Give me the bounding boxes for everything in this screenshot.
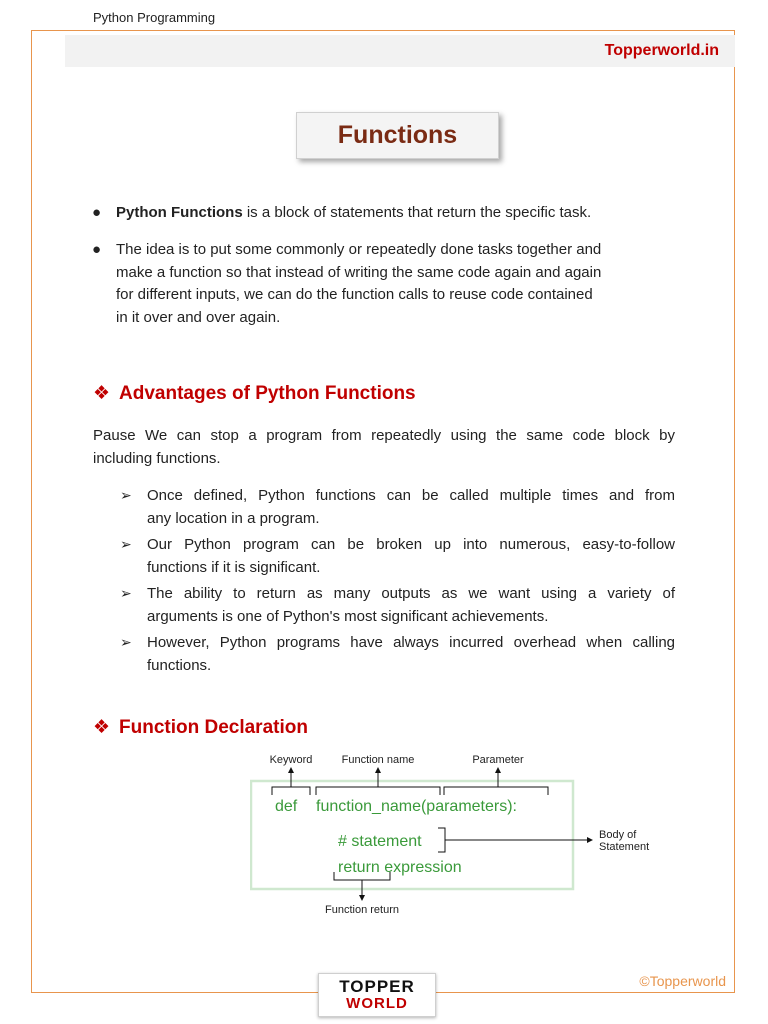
advantage-item-line: any location in a program.	[147, 509, 320, 527]
running-title: Python Programming	[93, 10, 216, 25]
bullet-icon: ●	[92, 204, 102, 221]
function-declaration-diagram	[250, 750, 670, 920]
intro-bullet-1	[116, 202, 591, 225]
advantage-item-line: The ability to return as many outputs as we want using a variety of	[147, 585, 675, 602]
body-label-line2: Statement	[599, 841, 650, 853]
intro-bullet-2-line: make a function so that instead of writing the same code again and again	[116, 263, 602, 281]
advantages-lead-line: Pause We can stop a program from repeatedly using the same code block by	[93, 427, 675, 444]
code-return: return expression	[338, 859, 462, 876]
footer-copyright: ©Topperworld	[639, 973, 726, 989]
function-name-label: Function name	[341, 754, 415, 766]
keyword-bracket	[272, 787, 310, 795]
site-bar	[65, 35, 735, 67]
intro-bullet-2	[116, 239, 666, 329]
code-def: def	[275, 798, 298, 815]
advantages-lead-line: including functions.	[93, 449, 221, 467]
site-name: Topperworld.in	[604, 42, 719, 59]
logo-top-text: TOPPER	[339, 977, 415, 996]
arrow-bullet-icon: ➢	[120, 536, 132, 552]
topperworld-logo	[318, 973, 436, 1017]
code-signature: function_name(parameters):	[316, 798, 517, 815]
diamond-bullet-icon: ❖	[93, 717, 111, 738]
advantages-heading-text: Advantages of Python Functions	[119, 383, 416, 404]
diamond-bullet-icon: ❖	[93, 383, 111, 404]
bullet-icon: ●	[92, 241, 102, 258]
advantage-item	[147, 534, 675, 579]
arrow-bullet-icon: ➢	[120, 634, 132, 650]
logo-bottom-text: WORLD	[346, 995, 408, 1012]
advantage-item-line: functions if it is significant.	[147, 558, 321, 576]
advantage-item-line: However, Python programs have always incurred overhead when calling	[147, 634, 675, 651]
declaration-heading	[93, 716, 308, 739]
statement-bracket	[438, 828, 445, 852]
advantage-item	[147, 583, 675, 628]
advantages-heading	[93, 382, 416, 405]
function-name-bracket	[316, 787, 440, 795]
keyword-label: Keyword	[269, 754, 313, 766]
body-label-line1: Body of	[599, 829, 637, 841]
advantage-item	[147, 485, 675, 530]
arrow-bullet-icon: ➢	[120, 487, 132, 503]
advantage-item-line: Our Python program can be broken up into numerous, easy-to-follow	[147, 536, 675, 553]
intro-bullet-1-text: is a block of statements that return the specific task.	[242, 204, 592, 221]
arrow-bullet-icon: ➢	[120, 585, 132, 601]
parameter-bracket	[444, 787, 548, 795]
intro-bullet-2-line: in it over and over again.	[116, 308, 281, 326]
advantages-lead	[93, 425, 675, 470]
intro-bullet-2-line: for different inputs, we can do the function calls to reuse code contained	[116, 286, 593, 303]
advantage-item-line: arguments is one of Python's most significant achievements.	[147, 607, 549, 625]
intro-bullet-1-bold: Python Functions	[116, 204, 243, 221]
title-box	[296, 112, 499, 159]
page-title: Functions	[337, 121, 458, 149]
intro-bullet-2-line: The idea is to put some commonly or repeatedly done tasks together and	[116, 241, 602, 258]
code-statement: # statement	[338, 833, 422, 850]
function-return-label: Function return	[325, 904, 399, 916]
parameter-label: Parameter	[472, 754, 524, 766]
advantage-item-line: Once defined, Python functions can be called multiple times and from	[147, 487, 675, 504]
declaration-heading-text: Function Declaration	[119, 717, 308, 738]
advantage-item	[147, 632, 675, 677]
advantage-item-line: functions.	[147, 656, 212, 674]
